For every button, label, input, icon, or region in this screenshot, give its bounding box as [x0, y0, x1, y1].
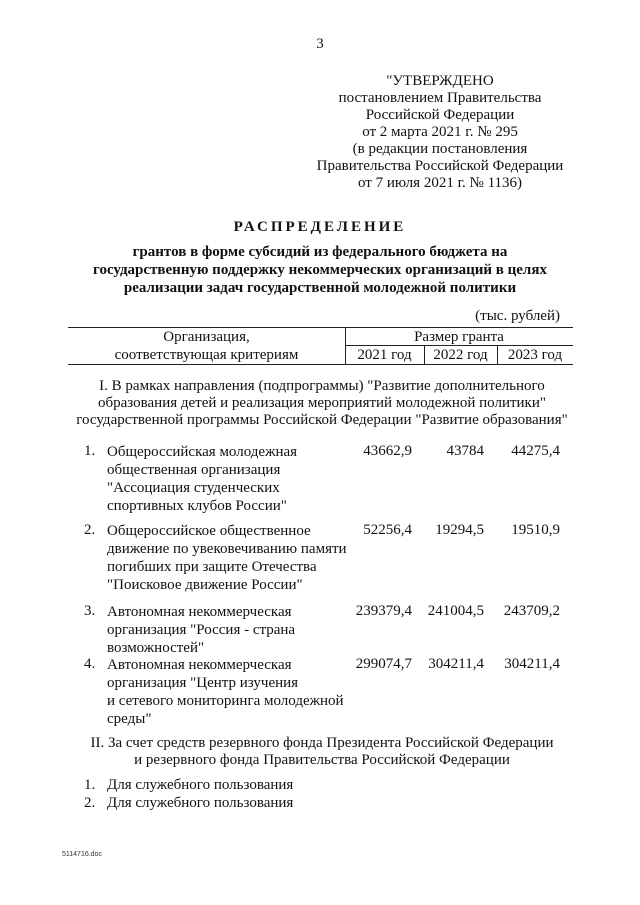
row-number: 4. [84, 656, 96, 672]
value-2023: 19510,9 [511, 522, 560, 538]
value-2022: 43784 [446, 443, 484, 459]
value-2022: 19294,5 [435, 522, 484, 538]
row-org-name [107, 656, 357, 728]
org-name-line: "Ассоциация студенческих [107, 480, 280, 496]
org-name-line: среды" [107, 711, 152, 727]
org-name-line: организация "Россия - страна [107, 622, 296, 638]
org-name-line: "Поисковое движение России" [107, 577, 303, 593]
header-org-line2: соответствующая критериям [114, 347, 299, 363]
value-2022: 241004,5 [427, 603, 484, 619]
approval-line: Правительства Российской Федерации [316, 158, 564, 174]
value-2021: 299074,7 [355, 656, 412, 672]
document-subtitle [60, 243, 580, 297]
row-number: 2. [84, 522, 96, 538]
page-number: 3 [316, 36, 324, 52]
org-name-line: погибших при защите Отечества [107, 559, 317, 575]
value-2021: 239379,4 [355, 603, 412, 619]
units-label: (тыс. рублей) [475, 308, 560, 324]
section-line: и резервного фонда Правительства Российской Федерации [134, 752, 510, 768]
value-2021: 52256,4 [363, 522, 412, 538]
subtitle-line: реализации задач государственной молодежной политики [123, 280, 517, 296]
header-year-2023: 2023 год [507, 347, 563, 363]
value-2023: 304211,4 [504, 656, 560, 672]
row-number: 3. [84, 603, 96, 619]
org-name-line: спортивных клубов России" [107, 498, 287, 514]
approval-line: постановлением Правительства [338, 90, 542, 106]
org-name-line: Общероссийская молодежная [107, 444, 298, 460]
document-title: РАСПРЕДЕЛЕНИЕ [233, 219, 407, 235]
org-name-line: Автономная некоммерческая [107, 657, 292, 673]
row-org-name [107, 522, 357, 594]
row-org-name [107, 443, 357, 515]
section-1-heading [62, 378, 582, 429]
row-number: 1. [84, 777, 96, 793]
approval-block [290, 73, 590, 192]
org-name-line: Общероссийское общественное [107, 523, 311, 539]
approval-line: (в редакции постановления [352, 141, 528, 157]
section-2-heading [62, 735, 582, 769]
subtitle-line: государственную поддержку некоммерческих организаций в целях [93, 262, 547, 278]
header-org-line1: Организация, [163, 329, 250, 345]
approval-line: от 2 марта 2021 г. № 295 [362, 124, 518, 140]
approval-line: Российской Федерации [365, 107, 515, 123]
org-name-line: и сетевого мониторинга молодежной [107, 693, 344, 709]
org-name-line: Автономная некоммерческая [107, 604, 292, 620]
org-name-line: общественная организация [107, 462, 281, 478]
table-bottom-border [68, 364, 573, 365]
section-line: I. В рамках направления (подпрограммы) "Развитие дополнительного [99, 378, 545, 394]
value-2022: 304211,4 [428, 656, 484, 672]
value-2023: 44275,4 [511, 443, 560, 459]
section-line: государственной программы Российской Федерации "Развитие образования" [76, 412, 568, 428]
section-line: образования детей и реализация мероприятий молодежной политики" [98, 395, 546, 411]
row-number: 1. [84, 443, 96, 459]
org-name-line: движение по увековечиванию памяти [107, 541, 347, 557]
subtitle-line: грантов в форме субсидий из федерального бюджета на [132, 244, 508, 260]
header-grant-size: Размер гранта [414, 329, 504, 345]
value-2021: 43662,9 [363, 443, 412, 459]
value-2023: 243709,2 [503, 603, 560, 619]
section-line: II. За счет средств резервного фонда Президента Российской Федерации [90, 735, 554, 751]
file-reference: 5114716.doc [62, 851, 102, 858]
header-year-2021: 2021 год [357, 347, 412, 363]
org-name-line: возможностей" [107, 640, 205, 656]
org-name-line: организация "Центр изучения [107, 675, 299, 691]
table-top-border [68, 327, 573, 328]
approval-line: "УТВЕРЖДЕНО [386, 73, 494, 89]
row-number: 2. [84, 795, 96, 811]
header-year-2022: 2022 год [433, 347, 488, 363]
restricted-item: Для служебного пользования [107, 795, 294, 811]
row-org-name [107, 603, 357, 657]
restricted-item: Для служебного пользования [107, 777, 294, 793]
approval-line: от 7 июля 2021 г. № 1136) [357, 175, 523, 191]
